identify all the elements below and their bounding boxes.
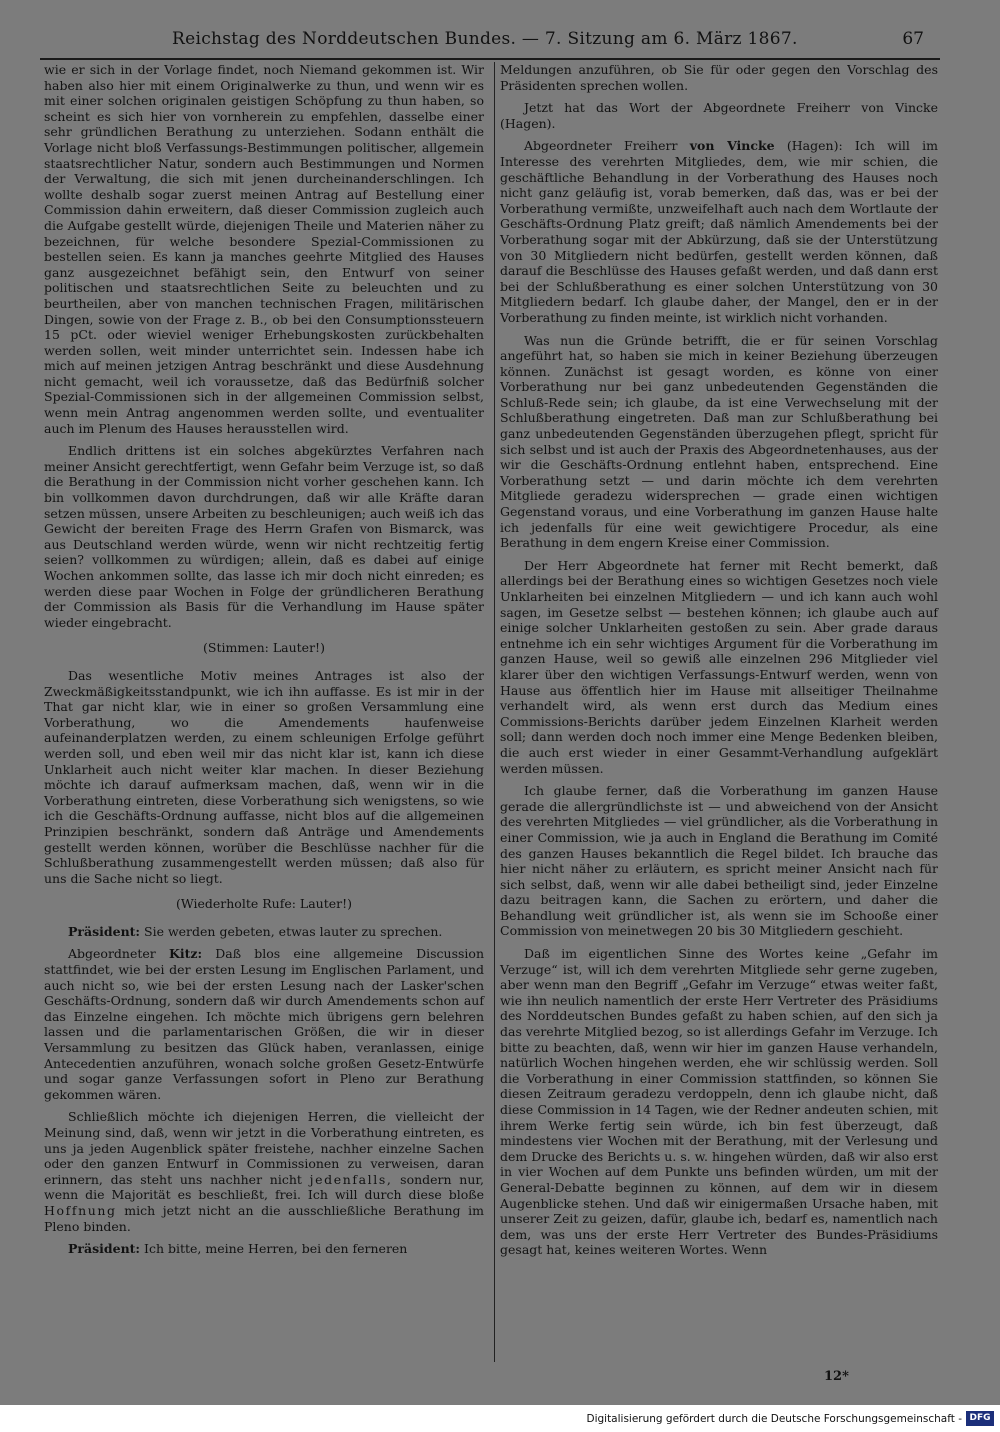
paragraph: wie er sich in der Vorlage findet, noch Niemand gekommen ist. Wir haben also hier mit einem Originalwerke zu thun, und wenn wir es mit einer solchen originalen geistigen Schöpfung zu thun haben, so scheint es sich hier von vornherein zu empfehlen, dasselbe einer sehr gründlichen Berathung zu unterziehen. Sodann enthält die Vorlage nicht bloß Verfassungs-Bestimmungen politischer, allgemein staatsrechtlicher Natur, sondern auch Bestimmungen und Normen der Verwaltung, die sich mit jenen durcheinanderschlingen. Ich wollte deshalb sogar zuerst meinen Antrag auf Bestellung einer Commission dahin erweitern, daß dieser Commission zugleich auch die Aufgabe gestellt würde, diejenigen Theile und Materien näher zu bezeichnen, für welche besondere Spezial-Commissionen zu bestellen seien. Es kann ja manches geehrte Mitglied des Hauses ganz ausgezeichnet befähigt sein, den Entwurf von seiner politischen und staatsrechtlichen Seite zu beleuchten und zu beurtheilen, aber von manchen technischen Fragen, militärischen Dingen, sowie von der Frage z. B., ob bei den Consumptionssteuern 15 pCt. oder wieviel weniger Erhebungskosten zurückbehalten werden sollen, weit minder unterrichtet sein. Indessen habe ich mich auf meinen jetzigen Antrag beschränkt und diese Ausdehnung nicht gemacht, weil ich voraussetze, daß das Bedürfniß solcher Spezial-Commissionen sich in der allgemeinen Commission selbst, wenn mein Antrag angenommen werden sollte, und eventualiter auch im Plenum des Hauses herausstellen wird. [44,62,484,436]
speaker-paragraph [44,924,484,940]
paragraph: Der Herr Abgeordnete hat ferner mit Recht bemerkt, daß allerdings bei der Berathung eines so wichtigen Gesetzes noch viele Unklarheiten bei einzelnen Mitgliedern — und ich kann auch wohl sagen, im Gesetze selbst — bestehen können; ich glaube auch auf einige solcher Unklarheiten gestoßen zu sein. Aber grade daraus entnehme ich ein sehr wichtiges Argument für die Vorberathung im ganzen Hause, weil so gewiß alle einzelnen 296 Mitglieder viel klarer über den wichtigen Verfassungs-Entwurf werden, wenn von Hause aus öffentlich hier im Hause mit allseitiger Theilnahme verhandelt wird, als wenn erst durch das Medium eines Commissions-Berichts darüber jedem Einzelnen Klarheit werden soll; dann werden doch noch immer eine Menge Bedenken bleiben, die auch erst wieder in einer Gesammt-Verhandlung aufgeklärt werden müssen. [500,557,938,776]
speech-text: Sie werden gebeten, etwas lauter zu sprechen. [144,923,443,939]
text-run: sondern nur, wenn die Majorität es beschließt, frei. Ich will durch diese bloße [44,1171,484,1203]
funding-credit: Digitalisierung gefördert durch die Deutsche Forschungsgemeinschaft - [586,1413,962,1425]
dfg-logo: DFG [966,1411,994,1426]
speaker-label: Präsident: [68,1241,141,1257]
speech-text: Ich bitte, meine Herren, bei den ferneren [144,1241,408,1257]
speaker-label: Kitz: [168,946,203,962]
header-title: Reichstag des Norddeutschen Bundes. — 7. Sitzung am 6. März 1867. [172,29,798,49]
interjection: (Wiederholte Rufe: Lauter!) [175,896,352,912]
text-run: mich jetzt nicht an die ausschließliche Berathung im Pleno binden. [44,1202,484,1234]
right-column [500,62,938,1265]
speaker-paragraph [44,946,484,1102]
running-header [40,27,940,53]
paragraph: Endlich drittens ist ein solches abgekürztes Verfahren nach meiner Ansicht gerechtfertigt, wenn Gefahr beim Verzuge ist, so daß die Berathung in der Commission nicht vorher geschehen kann. Ich bin vollkommen davon durchdrungen, daß wir alle Kräfte daran setzen müssen, unsere Arbeiten zu beschleunigen; auch weiß ich das Gewicht der bereiten Frage des Herrn Grafen von Bismarck, was aus Deutschland werden würde, wenn wir nicht rechtzeitig fertig seien? vollkommen zu würdigen; allein, daß es dabei auf einige Wochen ankommen sollte, das lasse ich mir doch nicht einreden; es werden diese paar Wochen in Folge der gründlicheren Berathung der Commission als Basis für die Verhandlung im Hause später wieder eingebracht. [44,443,484,630]
speaker-prefix: Abgeordneter [68,946,156,962]
speech-text: (Hagen): Ich will im Interesse des verehrten Mitgliedes, dem, wie mir schien, die geschäftliche Behandlung in der Vorberathung des Hauses noch nicht ganz geläufig ist, vorab bemerken, daß das, was er bei der Vorberathung vermißte, unzweifelhaft auch nach dem Wortlaute der Geschäfts-Ordnung Platz greift; daß nämlich Amendements bei der Vorberathung sogar mit der Abkürzung, daß sie der Unterstützung von 30 Mitgliedern nicht bedürfen, gestellt werden können, daß darauf die Beschlüsse des Hauses gefaßt werden, und daß dann erst bei der Schlußberathung es einer solchen Unterstützung von 30 Mitgliedern bedarf. Ich glaube daher, der Mangel, den er in der Vorberathung zu finden meinte, ist wirklich nicht vorhanden. [500,138,938,325]
paragraph [44,1109,484,1234]
paragraph: Das wesentliche Motiv meines Antrages ist also der Zweckmäßigkeitsstandpunkt, wie ich ihn auffasse. Es ist mir in der That gar nicht klar, wie in einer so großen Versammlung eine Vorberathung, wo die Amendements haufenweise aufeinanderplatzen werden, zu einem schleunigen Erfolge geführt werden soll, und eben weil mir das nicht klar ist, kann ich diese Unklarheit auch nicht weiter klar machen. In dieser Beziehung möchte ich darauf aufmerksam machen, daß, wenn wir in die Vorberathung eintreten, diese Vorberathung sich wenigstens, so wie ich die Geschäfts-Ordnung auffasse, nicht blos auf die allgemeinen Prinzipien beschränkt, sondern daß Anträge und Amendements gestellt werden können, worüber die Beschlüsse nachher für die Schlußberathung zusammengestellt werden müssen; daß also für uns die Sache nicht so liegt. [44,667,484,886]
speaker-prefix: Abgeordneter Freiherr [524,138,678,154]
footer-bar [0,1405,1000,1432]
paragraph: Daß im eigentlichen Sinne des Wortes keine „Gefahr im Verzuge“ ist, will ich dem verehrten Mitgliede sehr gerne zugeben, aber wenn man den Begriff „Gefahr im Verzuge“ etwas weiter faßt, wie ihn neulich namentlich der erste Herr Vertreter des Präsidiums des Norddeutschen Bundes gefaßt zu haben schien, auf den sich ja das verehrte Mitglied bezog, so ist allerdings Gefahr im Verzuge. Ich bitte zu beachten, daß, wenn wir hier im ganzen Hause verhandeln, natürlich Wochen hingehen werden, ehe wir schlüssig werden. Soll die Vorberathung in einer Commission stattfinden, so können Sie diesen Zeitraum geradezu verdoppeln, denn ich glaube nicht, daß diese Commission in 14 Tagen, wie der Redner andeuten schien, mit ihrem Werke fertig sein würde, ich bin fest überzeugt, daß mindestens vier Wochen mit der Berathung, mit der Verlesung und dem Drucke des Berichts u. s. w. hingehen würden, daß wir also erst in vier Wochen auf dem Punkte uns befinden würden, um mit der General-Debatte beginnen zu können, auf dem wir in diesem Augenblicke stehen. Und daß wir einigermaßen Ursache haben, mit unserer Zeit zu geizen, dafür, glaube ich, bedarf es, namentlich nach dem, was uns der erste Herr Vertreter des Bundes-Präsidiums gesagt hat, keines weiteren Wortes. Wenn [500,946,938,1258]
speaker-label: Präsident: [68,923,141,939]
interjection: (Stimmen: Lauter!) [203,640,325,656]
signature-mark: 12* [824,1369,849,1384]
column-divider [494,62,495,1362]
header-rule [40,58,940,60]
emphasis-text: jedenfalls, [309,1171,393,1187]
paragraph: Ich glaube ferner, daß die Vorberathung im ganzen Hause gerade die allergründlichste ist — und abweichend von der Ansicht des verehrten Mitgliedes — viel gründlicher, als die Vorberathung in einer Commission, wie ja auch in England die Berathung im Comité des ganzen Hauses bekanntlich die Regel bildet. Ich brauche das hier nicht näher zu erläutern, es spricht meiner Ansicht nach für sich selbst, daß, wenn wir alle dabei betheiligt sind, jeder Einzelne dazu beitragen kann, die Sachen zu erörtern, und daher die Behandlung weit gründlicher ist, als wenn sie im Schooße einer Commission von meinetwegen 20 bis 30 Mitgliedern geschieht. [500,783,938,939]
text-run: Schließlich möchte ich diejenigen Herren, die vielleicht der Meinung sind, daß, wenn wir jetzt in die Vorberathung eintreten, es uns ja jeden Augenblick später freistehe, nachher einzelne Sachen oder den ganzen Entwurf in Commissionen zu verweisen, daran erinnern, das steht uns nachher nicht [44,1109,484,1187]
paragraph: Jetzt hat das Wort der Abgeordnete Freiherr von Vincke (Hagen). [500,100,938,131]
speech-text: Daß blos eine allgemeine Discussion stattfindet, wie bei der ersten Lesung im Englischen Parlament, und auch nicht so, wie bei der ersten Lesung nach der Lasker'schen Geschäfts-Ordnung, sondern daß wir durch Amendements schon auf das Einzelne eingehen. Ich möchte mich übrigens gern belehren lassen und die parlamentarischen Größen, die wir in dieser Versammlung zu besitzen das Glück haben, veranlassen, einige Antecedentien anzuführen, wonach solche großen Gesetz-Entwürfe und sogar ganze Verfassungen sofort in Pleno zur Berathung gekommen wären. [44,946,485,1102]
speaker-label: von Vincke [689,138,775,154]
emphasis-text: Hoffnung [44,1202,117,1218]
page-number: 67 [902,29,924,49]
paragraph: Meldungen anzuführen, ob Sie für oder gegen den Vorschlag des Präsidenten sprechen wollen. [500,62,938,93]
paragraph: Was nun die Gründe betrifft, die er für seinen Vorschlag angeführt hat, so haben sie mich in keiner Beziehung überzeugen können. Zunächst ist gesagt worden, es könne von einer Vorberathung nur bei ganz unbedeutenden Gegenständen die Schluß-Rede sein; ich glaube, da ist eine Verwechselung mit der Schlußberathung eingetreten. Daß man zur Schlußberathung bei ganz unbedeutenden Gegenständen überzugehen pflegt, spricht für sich selbst und ist auch der Praxis des Abgeordnetenhauses, aus der wir die Geschäfts-Ordnung entlehnt haben, entsprechend. Eine Vorberathung setzt — und darin möchte ich dem verehrten Mitgliede geradezu widersprechen — grade einen wichtigen Gegenstand voraus, und eine Vorberathung im ganzen Hause halte ich jedenfalls für eine weit gewichtigere Procedur, als eine Berathung in dem engern Kreise einer Commission. [500,332,938,551]
speaker-paragraph [44,1241,484,1257]
speaker-paragraph [500,138,938,325]
left-column [44,62,484,1264]
